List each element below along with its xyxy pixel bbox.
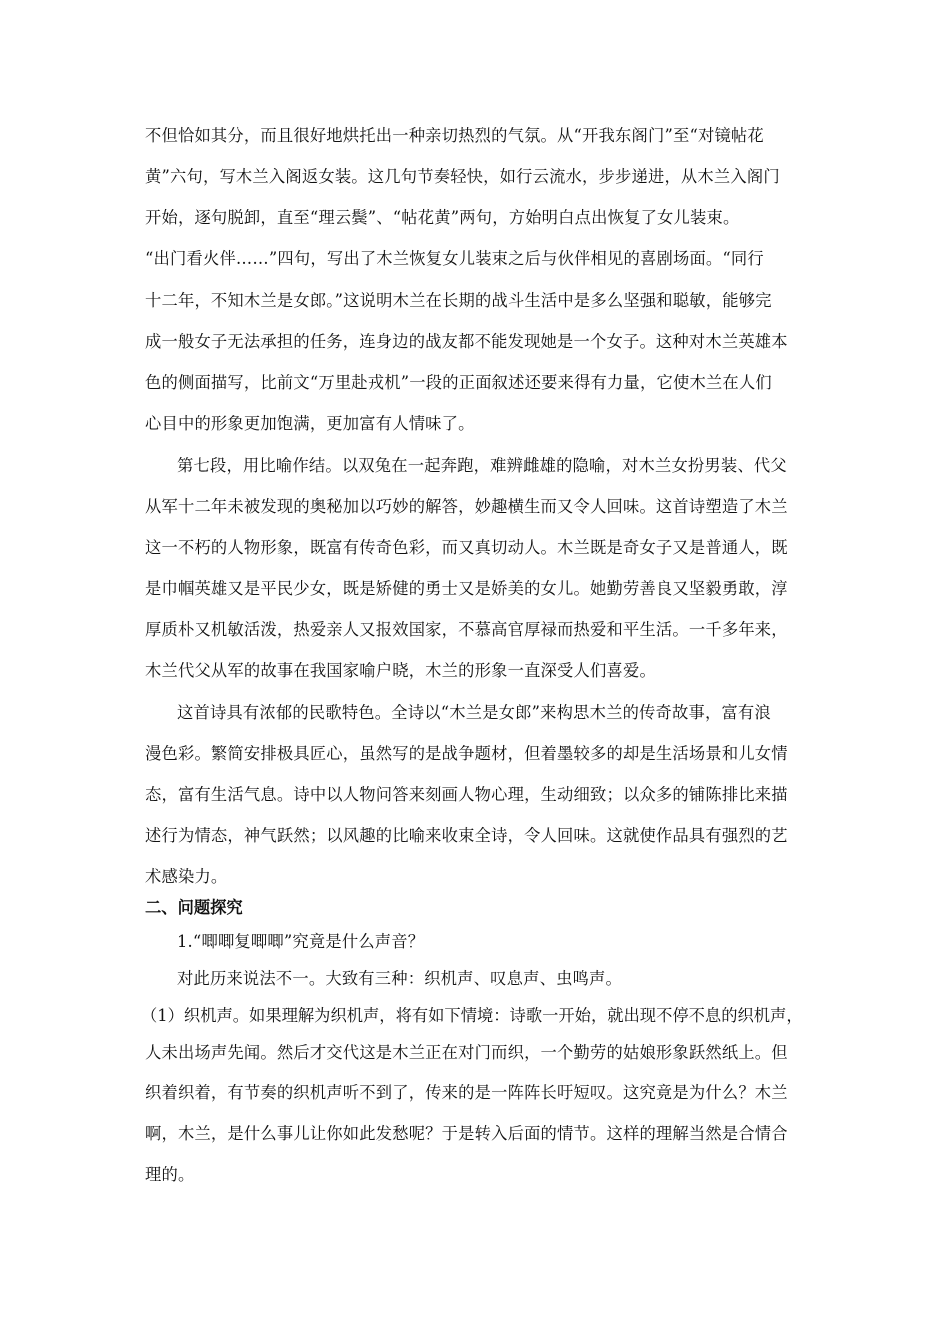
text-line: 是巾帼英雄又是平民少女，既是矫健的勇士又是娇美的女儿。她勤劳善良又坚毅勇敢，淳 (145, 579, 788, 598)
text-line: “出门看火伴……”四句，写出了木兰恢复女儿装束之后与伙伴相见的喜剧场面。“同行 (145, 249, 764, 268)
text-line: 漫色彩。繁简安排极具匠心，虽然写的是战争题材，但着墨较多的却是生活场景和儿女情 (145, 744, 788, 763)
text-line: 心目中的形象更加饱满，更加富有人情味了。 (145, 414, 475, 433)
text-line: 色的侧面描写，比前文“万里赴戎机”一段的正面叙述还要来得有力量，它使木兰在人们 (145, 373, 772, 392)
paragraph-first-line: 对此历来说法不一。大致有三种：织机声、叹息声、虫鸣声。 (177, 969, 622, 988)
text-line: 厚质朴又机敏活泼，热爱亲人又报效国家，不慕高官厚禄而热爱和平生活。一千多年来， (145, 620, 788, 639)
text-line: 不但恰如其分，而且很好地烘托出一种亲切热烈的气氛。从“开我东阁门”至“对镜帖花 (145, 126, 764, 145)
text-line: 人未出场声先闻。然后才交代这是木兰正在对门而织，一个勤劳的姑娘形象跃然纸上。但 (145, 1043, 788, 1062)
text-line: 从军十二年未被发现的奥秘加以巧妙的解答，妙趣横生而又令人回味。这首诗塑造了木兰 (145, 497, 788, 516)
paragraph-first-line: 这首诗具有浓郁的民歌特色。全诗以“木兰是女郎”来构思木兰的传奇故事，富有浪 (177, 703, 771, 722)
text-line: 织着织着，有节奏的织机声听不到了，传来的是一阵阵长吁短叹。这究竟是为什么？木兰 (145, 1083, 788, 1102)
text-line: （1）织机声。如果理解为织机声，将有如下情境：诗歌一开始，就出现不停不息的织机声， (141, 1006, 803, 1025)
text-line: 成一般女子无法承担的任务，连身边的战友都不能发现她是一个女子。这种对木兰英雄本 (145, 332, 788, 351)
paragraph-first-line: 第七段，用比喻作结。以双兔在一起奔跑，难辨雌雄的隐喻，对木兰女扮男装、代父 (177, 456, 787, 475)
question-line: 1.“唧唧复唧唧”究竟是什么声音？ (177, 932, 425, 951)
text-line: 开始，逐句脱卸，直至“理云鬓”、“帖花黄”两句，方始明白点出恢复了女儿装束。 (145, 208, 740, 227)
text-line: 述行为情态，神气跃然；以风趣的比喻来收束全诗，令人回味。这就使作品具有强烈的艺 (145, 826, 788, 845)
text-line: 这一不朽的人物形象，既富有传奇色彩，而又真切动人。木兰既是奇女子又是普通人，既 (145, 538, 788, 557)
text-line: 态，富有生活气息。诗中以人物问答来刻画人物心理，生动细致；以众多的铺陈排比来描 (145, 785, 788, 804)
section-heading: 二、问题探究 (145, 898, 243, 917)
text-line: 木兰代父从军的故事在我国家喻户晓，木兰的形象一直深受人们喜爱。 (145, 661, 656, 680)
text-line: 黄”六句，写木兰入阁返女装。这几句节奏轻快，如行云流水，步步递进，从木兰入阁门 (145, 167, 780, 186)
text-line: 术感染力。 (145, 867, 228, 886)
text-line: 啊，木兰，是什么事儿让你如此发愁呢？于是转入后面的情节。这样的理解当然是合情合 (145, 1124, 788, 1143)
text-line: 十二年，不知木兰是女郎。”这说明木兰在长期的战斗生活中是多么坚强和聪敏，能够完 (145, 291, 772, 310)
text-line: 理的。 (145, 1165, 195, 1184)
